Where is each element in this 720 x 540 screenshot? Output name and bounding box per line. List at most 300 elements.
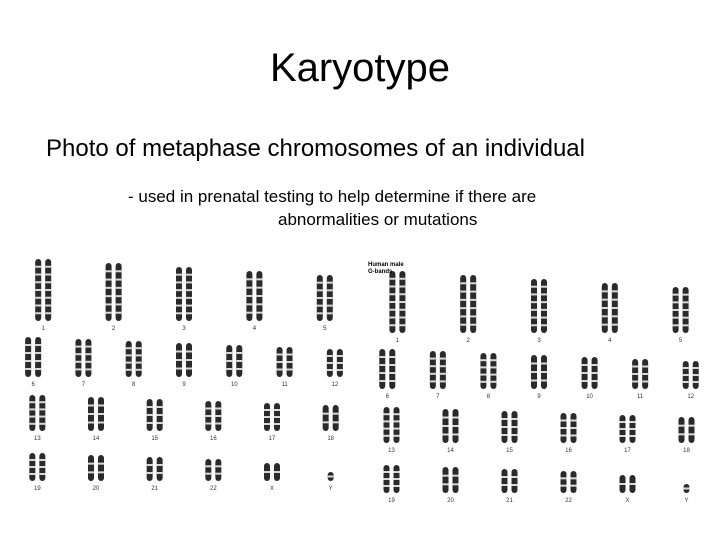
chromosome-8-1 <box>480 353 486 389</box>
chromosome-20-1 <box>88 455 94 481</box>
chromosome-band <box>116 270 122 272</box>
chromosome-label-3: 3 <box>537 338 541 344</box>
chromosome-band <box>45 266 51 268</box>
chromosome-band <box>157 464 163 466</box>
chromosome-pair-11 <box>277 347 293 388</box>
chromosome-band <box>147 406 153 408</box>
chromosome-pair-22 <box>205 459 221 492</box>
chromosome-band <box>88 405 94 407</box>
chromosome-band <box>337 369 343 371</box>
chromosome-band <box>490 359 496 361</box>
chromosome-band <box>460 282 466 284</box>
chromosome-band <box>226 352 232 354</box>
chromosome-label-17: 17 <box>268 436 276 442</box>
chromosome-band <box>246 303 252 305</box>
chromosome-pair-13 <box>29 395 45 442</box>
chromosome-band <box>25 368 31 370</box>
chromosome-band <box>679 425 685 427</box>
chromosome-label-21: 21 <box>506 498 513 504</box>
chromosome-pair-9 <box>176 343 192 388</box>
chromosome-22-2 <box>571 471 577 493</box>
chromosome-band <box>176 289 182 291</box>
chromosome-band <box>571 477 577 479</box>
chromosome-band <box>317 282 323 284</box>
chromosome-pair-7 <box>75 339 91 388</box>
chromosome-band <box>512 434 518 436</box>
chromosome-band <box>85 361 91 363</box>
chromosome-band <box>136 369 142 371</box>
chromosome-label-3: 3 <box>182 326 186 332</box>
chromosome-band <box>205 465 211 467</box>
chromosome-18-1 <box>323 405 329 431</box>
chromosome-band <box>541 317 547 319</box>
karyotype-image-right <box>362 255 716 504</box>
chromosome-13-1 <box>384 407 390 443</box>
chromosome-band <box>45 297 51 299</box>
chromosome-band <box>384 471 390 473</box>
chromosome-pair-6 <box>25 337 41 388</box>
chromosome-band <box>384 478 390 480</box>
chromosome-band <box>186 359 192 361</box>
chromosome-band <box>440 358 446 360</box>
chromosome-band <box>502 418 508 420</box>
chromosome-band <box>274 423 280 425</box>
slide-title: Karyotype <box>269 46 451 90</box>
chromosome-band <box>620 435 626 437</box>
chromosome-21-1 <box>502 469 508 493</box>
chromosome-band <box>389 356 395 358</box>
chromosome-pair-X <box>264 463 280 492</box>
chromosome-band <box>35 344 41 346</box>
chromosome-band <box>632 381 638 383</box>
chromosome-18-2 <box>689 417 695 443</box>
chromosome-label-7: 7 <box>81 382 86 388</box>
chromosome-band <box>443 417 449 419</box>
chromosome-band <box>186 281 192 283</box>
chromosome-band <box>126 362 132 364</box>
chromosome-pair-16 <box>561 413 577 454</box>
chromosome-band <box>389 364 395 366</box>
chromosome-band <box>453 417 459 419</box>
chromosome-pair-9 <box>531 355 547 400</box>
chromosome-band <box>327 362 333 364</box>
chromosome-band <box>430 380 436 382</box>
chromosome-band <box>689 425 695 427</box>
chromosome-band <box>502 484 508 486</box>
chromosome-label-12: 12 <box>687 394 695 400</box>
chromosome-band <box>379 372 385 374</box>
chromosome-band <box>264 423 270 425</box>
chromosome-band <box>470 291 476 293</box>
chromosome-21-2 <box>512 469 518 493</box>
chromosome-band <box>531 380 537 382</box>
chromosome-label-2: 2 <box>466 338 470 344</box>
chromosome-band <box>226 368 232 370</box>
chromosome-band <box>88 422 94 424</box>
chromosome-band <box>106 295 112 297</box>
chromosome-band <box>394 428 400 430</box>
chromosome-band <box>186 297 192 299</box>
caption-line-2: G-bands <box>368 269 393 275</box>
chromosome-band <box>157 406 163 408</box>
chromosome-band <box>571 427 577 429</box>
chromosome-pair-19 <box>29 453 45 492</box>
chromosome-band <box>571 435 577 437</box>
chromosome-band <box>630 421 636 423</box>
chromosome-band <box>327 312 333 314</box>
chromosome-label-14: 14 <box>447 448 454 454</box>
chromosome-band <box>384 435 390 437</box>
chromosome-band <box>147 472 153 474</box>
chromosome-band <box>512 484 518 486</box>
bullet-text <box>128 185 658 231</box>
chromosome-band <box>287 354 293 356</box>
chromosome-band <box>126 347 132 349</box>
chromosome-band <box>327 297 333 299</box>
chromosome-band <box>460 315 466 317</box>
chromosome-band <box>45 274 51 276</box>
chromosome-band <box>683 381 689 383</box>
chromosome-label-20: 20 <box>92 486 100 492</box>
chromosome-band <box>642 366 648 368</box>
bullet-line-2: abnormalities or mutations <box>278 210 478 229</box>
chromosome-band <box>460 307 466 309</box>
chromosome-band <box>480 359 486 361</box>
chromosome-band <box>379 364 385 366</box>
chromosome-band <box>126 354 132 356</box>
chromosome-band <box>384 485 390 487</box>
chromosome-label-6: 6 <box>31 382 35 388</box>
chromosome-label-15: 15 <box>506 448 513 454</box>
chromosome-band <box>323 413 329 415</box>
chromosome-band <box>186 274 192 276</box>
chromosome-band <box>35 289 41 291</box>
chromosome-label-15: 15 <box>151 436 159 442</box>
chromosome-band <box>157 472 163 474</box>
chromosome-pair-17 <box>620 415 636 454</box>
chromosome-band <box>689 433 695 435</box>
chromosome-pair-4 <box>246 271 262 332</box>
chromosome-band <box>612 299 618 301</box>
chromosome-band <box>592 380 598 382</box>
chromosome-6-1 <box>379 349 385 389</box>
chromosome-pair-15 <box>502 411 518 454</box>
chromosome-band <box>186 368 192 370</box>
chromosome-band <box>256 312 262 314</box>
chromosome-band <box>317 312 323 314</box>
chromosome-band <box>673 294 679 296</box>
chromosome-band <box>430 373 436 375</box>
chromosome-band <box>453 425 459 427</box>
chromosome-band <box>274 471 280 473</box>
chromosome-band <box>541 363 547 365</box>
chromosome-band <box>683 374 689 376</box>
chromosome-band <box>502 434 508 436</box>
karyotype-right-svg <box>362 255 716 504</box>
chromosome-band <box>632 366 638 368</box>
chromosome-band <box>226 360 232 362</box>
chromosome-band <box>246 278 252 280</box>
chromosome-band <box>531 293 537 295</box>
chromosome-band <box>389 286 395 288</box>
chromosome-band <box>75 353 81 355</box>
chromosome-label-19: 19 <box>33 486 41 492</box>
chromosome-band <box>205 473 211 475</box>
chromosome-band <box>327 369 333 371</box>
chromosome-band <box>106 287 112 289</box>
chromosome-band <box>327 355 333 357</box>
chromosome-band <box>256 287 262 289</box>
chromosome-band <box>602 307 608 309</box>
chromosome-label-4: 4 <box>608 338 612 344</box>
chromosome-band <box>236 360 242 362</box>
chromosome-pair-22 <box>561 471 577 504</box>
chromosome-band <box>274 416 280 418</box>
chromosome-band <box>328 476 334 478</box>
chromosome-band <box>85 353 91 355</box>
chromosome-band <box>327 289 333 291</box>
chromosome-band <box>327 305 333 307</box>
chromosome-label-16: 16 <box>565 448 572 454</box>
chromosome-band <box>35 274 41 276</box>
chromosome-band <box>389 309 395 311</box>
chromosome-band <box>440 365 446 367</box>
chromosome-label-20: 20 <box>447 498 454 504</box>
chromosome-band <box>205 423 211 425</box>
chromosome-band <box>25 344 31 346</box>
chromosome-label-17: 17 <box>624 448 631 454</box>
chromosome-band <box>256 295 262 297</box>
chromosome-band <box>389 372 395 374</box>
chromosome-band <box>277 369 283 371</box>
chromosome-band <box>394 471 400 473</box>
chromosome-band <box>399 324 405 326</box>
chromosome-band <box>45 312 51 314</box>
slide-subtitle: Photo of metaphase chromosomes of an individual <box>46 135 585 162</box>
chromosome-pair-8 <box>480 353 496 400</box>
chromosome-band <box>389 324 395 326</box>
chromosome-22-1 <box>561 471 567 493</box>
chromosome-band <box>453 434 459 436</box>
chromosome-band <box>29 416 35 418</box>
chromosome-label-11: 11 <box>281 382 288 388</box>
chromosome-band <box>75 368 81 370</box>
chromosome-band <box>256 303 262 305</box>
chromosome-label-22: 22 <box>209 486 217 492</box>
chromosome-band <box>323 421 329 423</box>
chromosome-pair-Y <box>328 472 334 492</box>
chromosome-label-18: 18 <box>327 436 335 442</box>
chromosome-pair-17 <box>264 403 280 442</box>
chromosome-band <box>582 372 588 374</box>
chromosome-band <box>693 381 699 383</box>
chromosome-label-21: 21 <box>151 486 159 492</box>
chromosome-pair-Y <box>684 484 690 504</box>
chromosome-band <box>389 293 395 295</box>
chromosome-band <box>256 278 262 280</box>
chromosome-band <box>147 464 153 466</box>
chromosome-band <box>25 352 31 354</box>
caption-line-1: Human male <box>368 262 404 268</box>
chromosome-band <box>561 485 567 487</box>
chromosome-6-2 <box>389 349 395 389</box>
chromosome-band <box>85 368 91 370</box>
chromosome-band <box>612 290 618 292</box>
chromosome-band <box>106 270 112 272</box>
chromosome-pair-5 <box>673 287 689 344</box>
chromosome-band <box>673 301 679 303</box>
chromosome-label-10: 10 <box>230 382 238 388</box>
chromosome-band <box>29 423 35 425</box>
chromosome-band <box>85 346 91 348</box>
chromosome-band <box>693 367 699 369</box>
chromosome-band <box>612 324 618 326</box>
chromosome-pair-6 <box>379 349 395 400</box>
chromosome-band <box>88 413 94 415</box>
chromosome-band <box>443 483 449 485</box>
chromosome-label-5: 5 <box>678 338 683 344</box>
chromosome-band <box>453 483 459 485</box>
chromosome-band <box>541 309 547 311</box>
chromosome-band <box>35 352 41 354</box>
chromosome-band <box>399 278 405 280</box>
chromosome-band <box>98 471 104 473</box>
chromosome-band <box>642 381 648 383</box>
karyotype-caption <box>368 262 404 276</box>
chromosome-label-7: 7 <box>436 394 440 400</box>
chromosome-band <box>136 354 142 356</box>
chromosome-label-13: 13 <box>33 436 41 442</box>
chromosome-label-6: 6 <box>385 394 389 400</box>
chromosome-band <box>136 347 142 349</box>
chromosome-band <box>460 299 466 301</box>
chromosome-band <box>333 413 339 415</box>
chromosome-band <box>460 291 466 293</box>
chromosome-band <box>116 279 122 281</box>
chromosome-band <box>35 297 41 299</box>
chromosome-band <box>602 290 608 292</box>
chromosome-pair-18 <box>679 417 695 454</box>
chromosome-pair-7 <box>430 351 446 400</box>
chromosome-band <box>480 381 486 383</box>
chromosome-band <box>531 286 537 288</box>
chromosome-band <box>394 485 400 487</box>
chromosome-band <box>98 413 104 415</box>
chromosome-band <box>236 368 242 370</box>
chromosome-label-22: 22 <box>565 498 572 504</box>
chromosome-band <box>215 473 221 475</box>
chromosome-band <box>116 312 122 314</box>
chromosome-band <box>531 301 537 303</box>
chromosome-band <box>88 471 94 473</box>
chromosome-band <box>205 415 211 417</box>
chromosome-band <box>215 465 221 467</box>
chromosome-band <box>389 278 395 280</box>
chromosome-label-14: 14 <box>92 436 100 442</box>
chromosome-pair-X <box>620 475 636 504</box>
chromosome-band <box>75 346 81 348</box>
chromosome-pair-12 <box>683 361 699 400</box>
chromosome-label-4: 4 <box>252 326 257 332</box>
chromosome-label-1: 1 <box>41 326 45 332</box>
chromosome-band <box>630 483 636 485</box>
chromosome-band <box>157 422 163 424</box>
chromosome-band <box>39 423 45 425</box>
chromosome-band <box>317 297 323 299</box>
chromosome-band <box>186 312 192 314</box>
chromosome-pair-21 <box>502 469 518 504</box>
chromosome-band <box>35 312 41 314</box>
chromosome-band <box>384 420 390 422</box>
chromosome-band <box>106 312 112 314</box>
chromosome-band <box>430 365 436 367</box>
chromosome-20-2 <box>453 467 459 493</box>
chromosome-20-1 <box>443 467 449 493</box>
chromosome-band <box>126 369 132 371</box>
chromosome-band <box>399 286 405 288</box>
chromosome-pair-10 <box>582 357 598 400</box>
chromosome-band <box>176 359 182 361</box>
chromosome-band <box>531 309 537 311</box>
chromosome-band <box>642 373 648 375</box>
chromosome-label-16: 16 <box>209 436 217 442</box>
chromosome-band <box>490 374 496 376</box>
chromosome-band <box>592 364 598 366</box>
chromosome-band <box>620 421 626 423</box>
chromosome-band <box>215 415 221 417</box>
chromosome-pair-1 <box>35 259 51 332</box>
chromosome-band <box>116 295 122 297</box>
chromosome-band <box>531 371 537 373</box>
chromosome-band <box>29 473 35 475</box>
chromosome-band <box>561 427 567 429</box>
chromosome-band <box>480 366 486 368</box>
chromosome-band <box>29 408 35 410</box>
chromosome-21-1 <box>147 457 153 481</box>
chromosome-band <box>389 380 395 382</box>
chromosome-band <box>29 459 35 461</box>
chromosome-pair-4 <box>602 283 618 344</box>
chromosome-band <box>470 324 476 326</box>
chromosome-band <box>264 471 270 473</box>
chromosome-band <box>317 305 323 307</box>
chromosome-band <box>683 294 689 296</box>
chromosome-band <box>679 433 685 435</box>
chromosome-band <box>379 356 385 358</box>
chromosome-22-1 <box>205 459 211 481</box>
chromosome-band <box>443 425 449 427</box>
chromosome-band <box>236 352 242 354</box>
chromosome-band <box>39 459 45 461</box>
chromosome-label-Y: Y <box>328 486 333 492</box>
chromosome-band <box>673 309 679 311</box>
chromosome-band <box>683 309 689 311</box>
chromosome-band <box>470 307 476 309</box>
chromosome-band <box>531 363 537 365</box>
chromosome-band <box>106 279 112 281</box>
chromosome-band <box>264 409 270 411</box>
chromosome-7-1 <box>430 351 436 389</box>
chromosome-label-2: 2 <box>111 326 116 332</box>
chromosome-label-X: X <box>269 486 275 492</box>
chromosome-13-2 <box>394 407 400 443</box>
chromosome-band <box>602 324 608 326</box>
chromosome-13-1 <box>29 395 35 431</box>
chromosome-pair-3 <box>531 279 547 344</box>
chromosome-band <box>25 360 31 362</box>
chromosome-band <box>571 420 577 422</box>
chromosome-band <box>684 488 690 490</box>
